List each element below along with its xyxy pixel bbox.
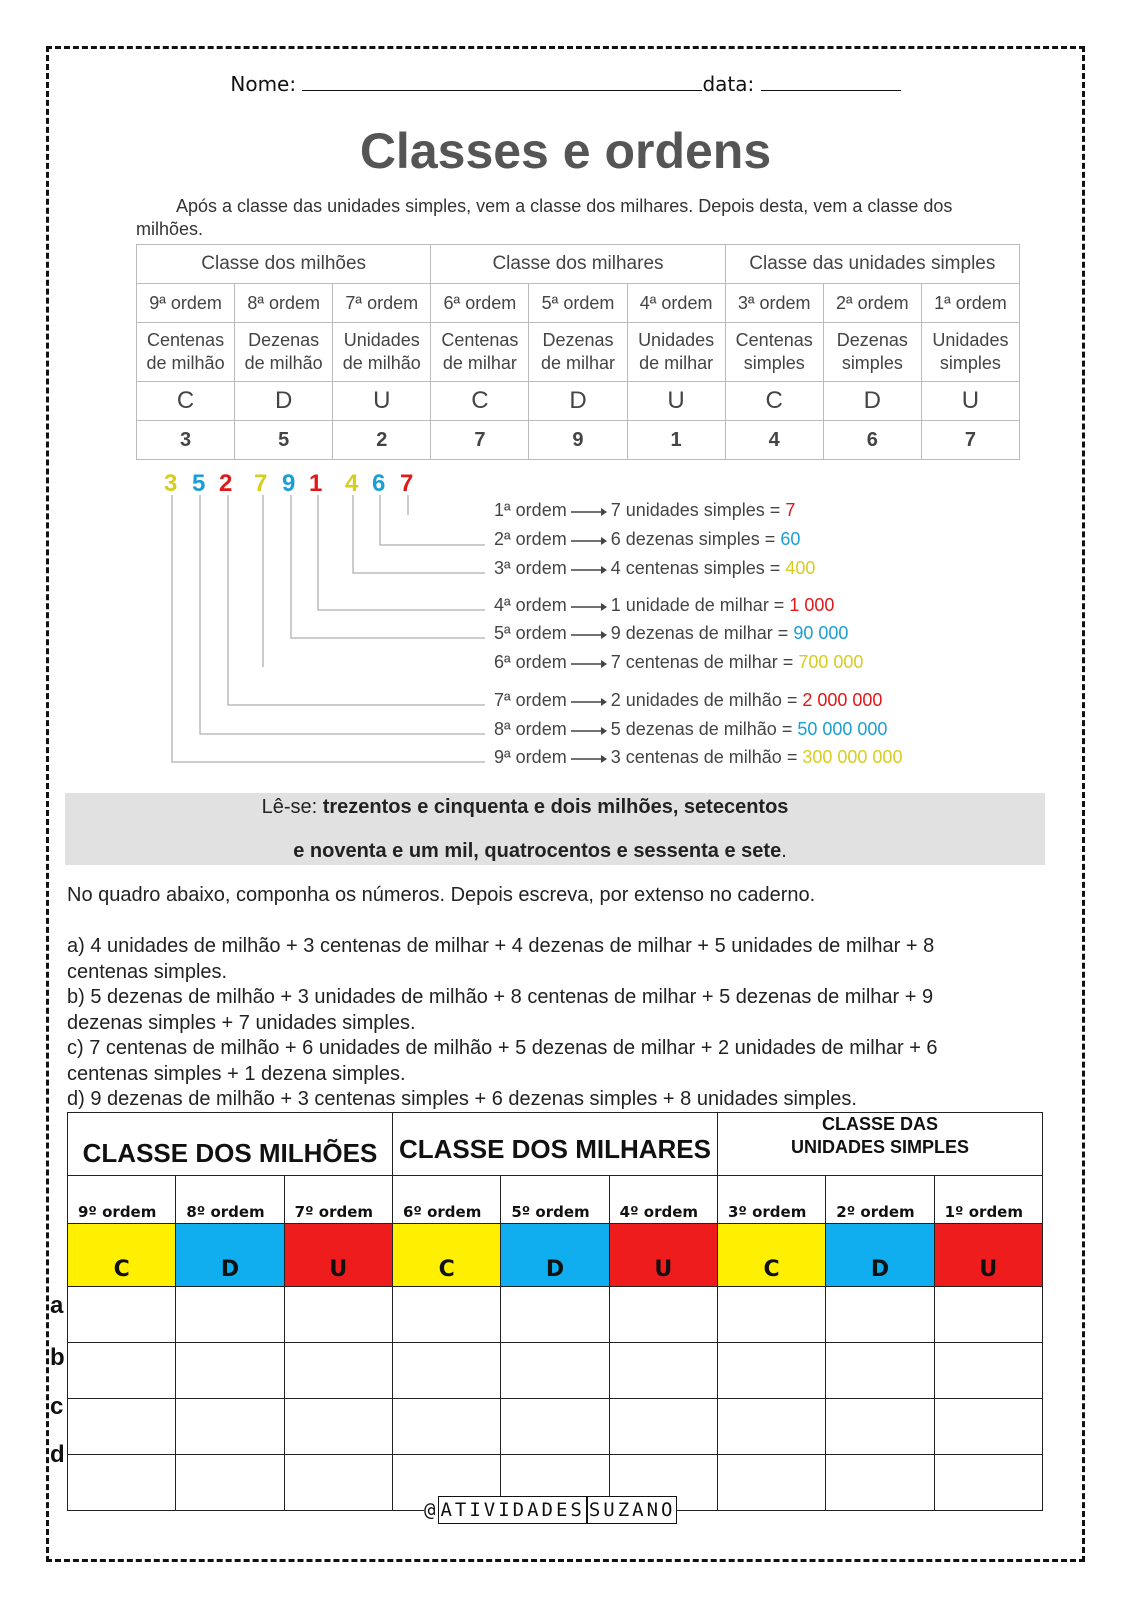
breakdown-value: 700 000 [798, 652, 864, 672]
answer-cell[interactable] [717, 1343, 825, 1399]
letter-header: C [717, 1224, 825, 1287]
answer-cell[interactable] [609, 1399, 717, 1455]
letter-cell: D [529, 382, 627, 421]
answer-cell[interactable] [284, 1399, 392, 1455]
class-millions: Classe dos milhões [137, 245, 431, 284]
breakdown-order: 5ª ordem [494, 623, 567, 643]
letter-cell: U [333, 382, 431, 421]
digit-cell: 1 [627, 421, 725, 460]
breakdown-text: 3 centenas de milhão = [610, 747, 798, 767]
reading-end: . [781, 840, 787, 862]
name-bottom: de milhar [639, 353, 714, 373]
connector-line [228, 495, 485, 705]
connector-line [172, 495, 485, 762]
letter-header: U [609, 1224, 717, 1287]
digit-cell: 7 [431, 421, 529, 460]
arrow-icon [571, 696, 607, 706]
letter-header: D [176, 1224, 284, 1287]
answer-cell[interactable] [68, 1343, 176, 1399]
arrow-icon [571, 564, 607, 574]
order-header: 7º ordem [284, 1176, 392, 1224]
name-top: Unidades [343, 330, 420, 350]
answer-cell[interactable] [284, 1343, 392, 1399]
breakdown-order: 8ª ordem [494, 719, 567, 739]
answer-cell[interactable] [392, 1287, 500, 1343]
number-digit: 5 [192, 470, 206, 497]
breakdown-row [494, 747, 902, 768]
answer-cell[interactable] [392, 1343, 500, 1399]
breakdown-row [494, 595, 834, 616]
reading-line-1 [65, 796, 985, 819]
order-cell: 2ª ordem [823, 284, 921, 323]
name-top: Unidades [638, 330, 715, 350]
exercise-item: a) 4 unidades de milhão + 3 centenas de milhar + 4 dezenas de milhar + 5 unidades de milhar + 8 centenas simples. [67, 935, 935, 983]
letter-header: C [392, 1224, 500, 1287]
name-bottom: de milhão [146, 353, 225, 373]
name-label: Nome: [230, 72, 297, 96]
class-units-header: CLASSE DAS UNIDADES SIMPLES [717, 1113, 1042, 1176]
answer-cell[interactable] [934, 1287, 1042, 1343]
name-bottom: de milhão [342, 353, 421, 373]
letter-cell: C [431, 382, 529, 421]
page-title: Classes e ordens [359, 123, 772, 179]
breakdown-text: 7 centenas de milhar = [610, 652, 794, 672]
name-bottom: de milhar [540, 353, 615, 373]
order-header: 9º ordem [68, 1176, 176, 1224]
intro-text: Após a classe das unidades simples, vem a classe dos milhares. Depois desta, vem a classe dos milhões. [136, 196, 953, 239]
breakdown-value: 1 000 [789, 595, 835, 615]
breakdown-value: 60 [780, 529, 801, 549]
number-digit: 7 [400, 470, 414, 497]
answer-cell[interactable] [284, 1287, 392, 1343]
order-header: 8º ordem [176, 1176, 284, 1224]
class-thousands: Classe dos milhares [431, 245, 725, 284]
breakdown-text: 5 dezenas de milhão = [610, 719, 793, 739]
letter-cell: D [235, 382, 333, 421]
class-thousands-header: CLASSE DOS MILHARES [392, 1113, 717, 1176]
date-label: data: [702, 72, 755, 96]
name-top: Dezenas [836, 330, 908, 350]
number-digit: 4 [345, 470, 359, 497]
row-label-d: d [50, 1441, 65, 1468]
answer-cell[interactable] [826, 1455, 934, 1511]
letter-cell: U [921, 382, 1019, 421]
exercise-list [67, 934, 967, 1113]
class-millions-header: CLASSE DOS MILHÕES [68, 1113, 393, 1176]
answer-cell[interactable] [717, 1287, 825, 1343]
connector-line [380, 495, 485, 545]
name-bottom: de milhar [442, 353, 517, 373]
digit-cell: 2 [333, 421, 431, 460]
name-bottom: de milhão [244, 353, 323, 373]
answer-cell[interactable] [934, 1343, 1042, 1399]
order-header: 5º ordem [501, 1176, 609, 1224]
answer-cell[interactable] [392, 1399, 500, 1455]
breakdown-value: 300 000 000 [802, 747, 903, 767]
arrow-icon [571, 506, 607, 516]
exercise-item: d) 9 dezenas de milhão + 3 centenas simples + 6 dezenas simples + 8 unidades simples. [67, 1088, 857, 1110]
name-top: Dezenas [248, 330, 320, 350]
breakdown-order: 6ª ordem [494, 652, 567, 672]
letter-header: U [934, 1224, 1042, 1287]
connector-line [200, 495, 485, 734]
answer-cell[interactable] [501, 1287, 609, 1343]
reading-text-2: e noventa e um mil, quatrocentos e sessenta e sete [293, 840, 782, 862]
order-cell: 9ª ordem [137, 284, 235, 323]
answer-cell[interactable] [826, 1343, 934, 1399]
letter-cell: C [725, 382, 823, 421]
breakdown-text: 6 dezenas simples = [610, 529, 776, 549]
breakdown-order: 7ª ordem [494, 690, 567, 710]
answer-cell[interactable] [501, 1343, 609, 1399]
breakdown-text: 7 unidades simples = [610, 500, 781, 520]
answer-cell[interactable] [609, 1343, 717, 1399]
digit-cell: 7 [921, 421, 1019, 460]
breakdown-value: 2 000 000 [802, 690, 883, 710]
letter-cell: D [823, 382, 921, 421]
breakdown-row [494, 652, 863, 673]
letter-header: D [501, 1224, 609, 1287]
class-units: Classe das unidades simples [725, 245, 1019, 284]
name-bottom: simples [939, 353, 1001, 373]
breakdown-order: 9ª ordem [494, 747, 567, 767]
order-header: 2º ordem [826, 1176, 934, 1224]
digit-cell: 9 [529, 421, 627, 460]
letter-header: C [68, 1224, 176, 1287]
answer-cell[interactable] [68, 1455, 176, 1511]
answer-cell[interactable] [934, 1455, 1042, 1511]
breakdown-value: 50 000 000 [797, 719, 888, 739]
order-cell: 4ª ordem [627, 284, 725, 323]
connector-line [318, 495, 485, 610]
arrow-icon [571, 535, 607, 545]
answer-cell[interactable] [68, 1287, 176, 1343]
order-header: 4º ordem [609, 1176, 717, 1224]
order-header: 1º ordem [934, 1176, 1042, 1224]
answer-row-a [68, 1287, 1043, 1343]
connector-line [291, 495, 485, 638]
letter-cell: U [627, 382, 725, 421]
number-digit: 2 [219, 470, 233, 497]
arrow-icon [571, 753, 607, 763]
number-digit: 7 [254, 470, 268, 497]
breakdown-value: 7 [785, 500, 796, 520]
arrow-icon [571, 658, 607, 668]
exercise-item: c) 7 centenas de milhão + 6 unidades de milhão + 5 dezenas de milhar + 2 unidades de milhar + 6 centenas simples + 1 dezena simples. [67, 1037, 938, 1085]
letter-header: D [826, 1224, 934, 1287]
breakdown-order: 4ª ordem [494, 595, 567, 615]
name-bottom: simples [743, 353, 805, 373]
number-digit: 6 [372, 470, 386, 497]
answer-cell[interactable] [176, 1455, 284, 1511]
answer-cell[interactable] [501, 1399, 609, 1455]
arrow-icon [571, 725, 607, 735]
row-label-c: c [50, 1393, 64, 1420]
answer-cell[interactable] [609, 1287, 717, 1343]
letter-header: U [284, 1224, 392, 1287]
reading-prefix: Lê-se: [261, 796, 318, 818]
connector-line [353, 495, 485, 573]
answer-cell[interactable] [934, 1399, 1042, 1455]
breakdown-value: 90 000 [793, 623, 849, 643]
answer-row-b [68, 1343, 1043, 1399]
name-top: Centenas [735, 330, 813, 350]
reading-line-2 [65, 840, 1015, 863]
reading-text-1: trezentos e cinquenta e dois milhões, setecentos [322, 796, 789, 818]
breakdown-row [494, 623, 848, 644]
instruction-text: No quadro abaixo, componha os números. Depois escreva, por extenso no caderno. [67, 884, 816, 906]
watermark [424, 1496, 677, 1522]
exercise-item: b) 5 dezenas de milhão + 3 unidades de milhão + 8 centenas de milhar + 5 dezenas de milhar + 9 dezenas simples + 7 unidades simples. [67, 986, 934, 1034]
answer-cell[interactable] [284, 1455, 392, 1511]
answer-cell[interactable] [826, 1399, 934, 1455]
answer-cell[interactable] [68, 1399, 176, 1455]
name-top: Unidades [932, 330, 1009, 350]
watermark-part2: SUZANO [587, 1496, 678, 1524]
answer-cell[interactable] [176, 1343, 284, 1399]
order-header: 6º ordem [392, 1176, 500, 1224]
order-cell: 8ª ordem [235, 284, 333, 323]
digit-cell: 5 [235, 421, 333, 460]
number-digit: 9 [282, 470, 296, 497]
breakdown-value: 400 [785, 558, 816, 578]
answer-cell[interactable] [717, 1455, 825, 1511]
breakdown-order: 1ª ordem [494, 500, 567, 520]
order-cell: 1ª ordem [921, 284, 1019, 323]
breakdown-row [494, 500, 795, 521]
watermark-at: @ [424, 1499, 439, 1521]
number-digit: 1 [309, 470, 323, 497]
breakdown-order: 3ª ordem [494, 558, 567, 578]
digit-cell: 3 [137, 421, 235, 460]
name-top: Centenas [147, 330, 225, 350]
breakdown-text: 9 dezenas de milhar = [610, 623, 789, 643]
digit-cell: 4 [725, 421, 823, 460]
digit-cell: 6 [823, 421, 921, 460]
order-cell: 6ª ordem [431, 284, 529, 323]
breakdown-text: 1 unidade de milhar = [610, 595, 785, 615]
name-top: Dezenas [542, 330, 614, 350]
number-digit: 3 [164, 470, 178, 497]
answer-cell[interactable] [176, 1399, 284, 1455]
order-cell: 7ª ordem [333, 284, 431, 323]
name-top: Centenas [441, 330, 519, 350]
watermark-part1: ATIVIDADES [438, 1496, 586, 1524]
order-header: 3º ordem [717, 1176, 825, 1224]
breakdown-text: 4 centenas simples = [610, 558, 781, 578]
order-cell: 5ª ordem [529, 284, 627, 323]
breakdown-row [494, 558, 815, 579]
arrow-icon [571, 629, 607, 639]
answer-cell[interactable] [176, 1287, 284, 1343]
breakdown-row [494, 690, 882, 711]
row-label-a: a [50, 1292, 64, 1319]
arrow-icon [571, 601, 607, 611]
breakdown-text: 2 unidades de milhão = [610, 690, 798, 710]
answer-table [67, 1112, 1043, 1511]
answer-cell[interactable] [826, 1287, 934, 1343]
answer-row-c [68, 1399, 1043, 1455]
reading-box [65, 793, 1045, 865]
row-label-b: b [50, 1344, 65, 1371]
letter-cell: C [137, 382, 235, 421]
answer-cell[interactable] [717, 1399, 825, 1455]
breakdown-order: 2ª ordem [494, 529, 567, 549]
name-bottom: simples [841, 353, 903, 373]
breakdown-row [494, 719, 887, 740]
breakdown-row [494, 529, 800, 550]
order-cell: 3ª ordem [725, 284, 823, 323]
